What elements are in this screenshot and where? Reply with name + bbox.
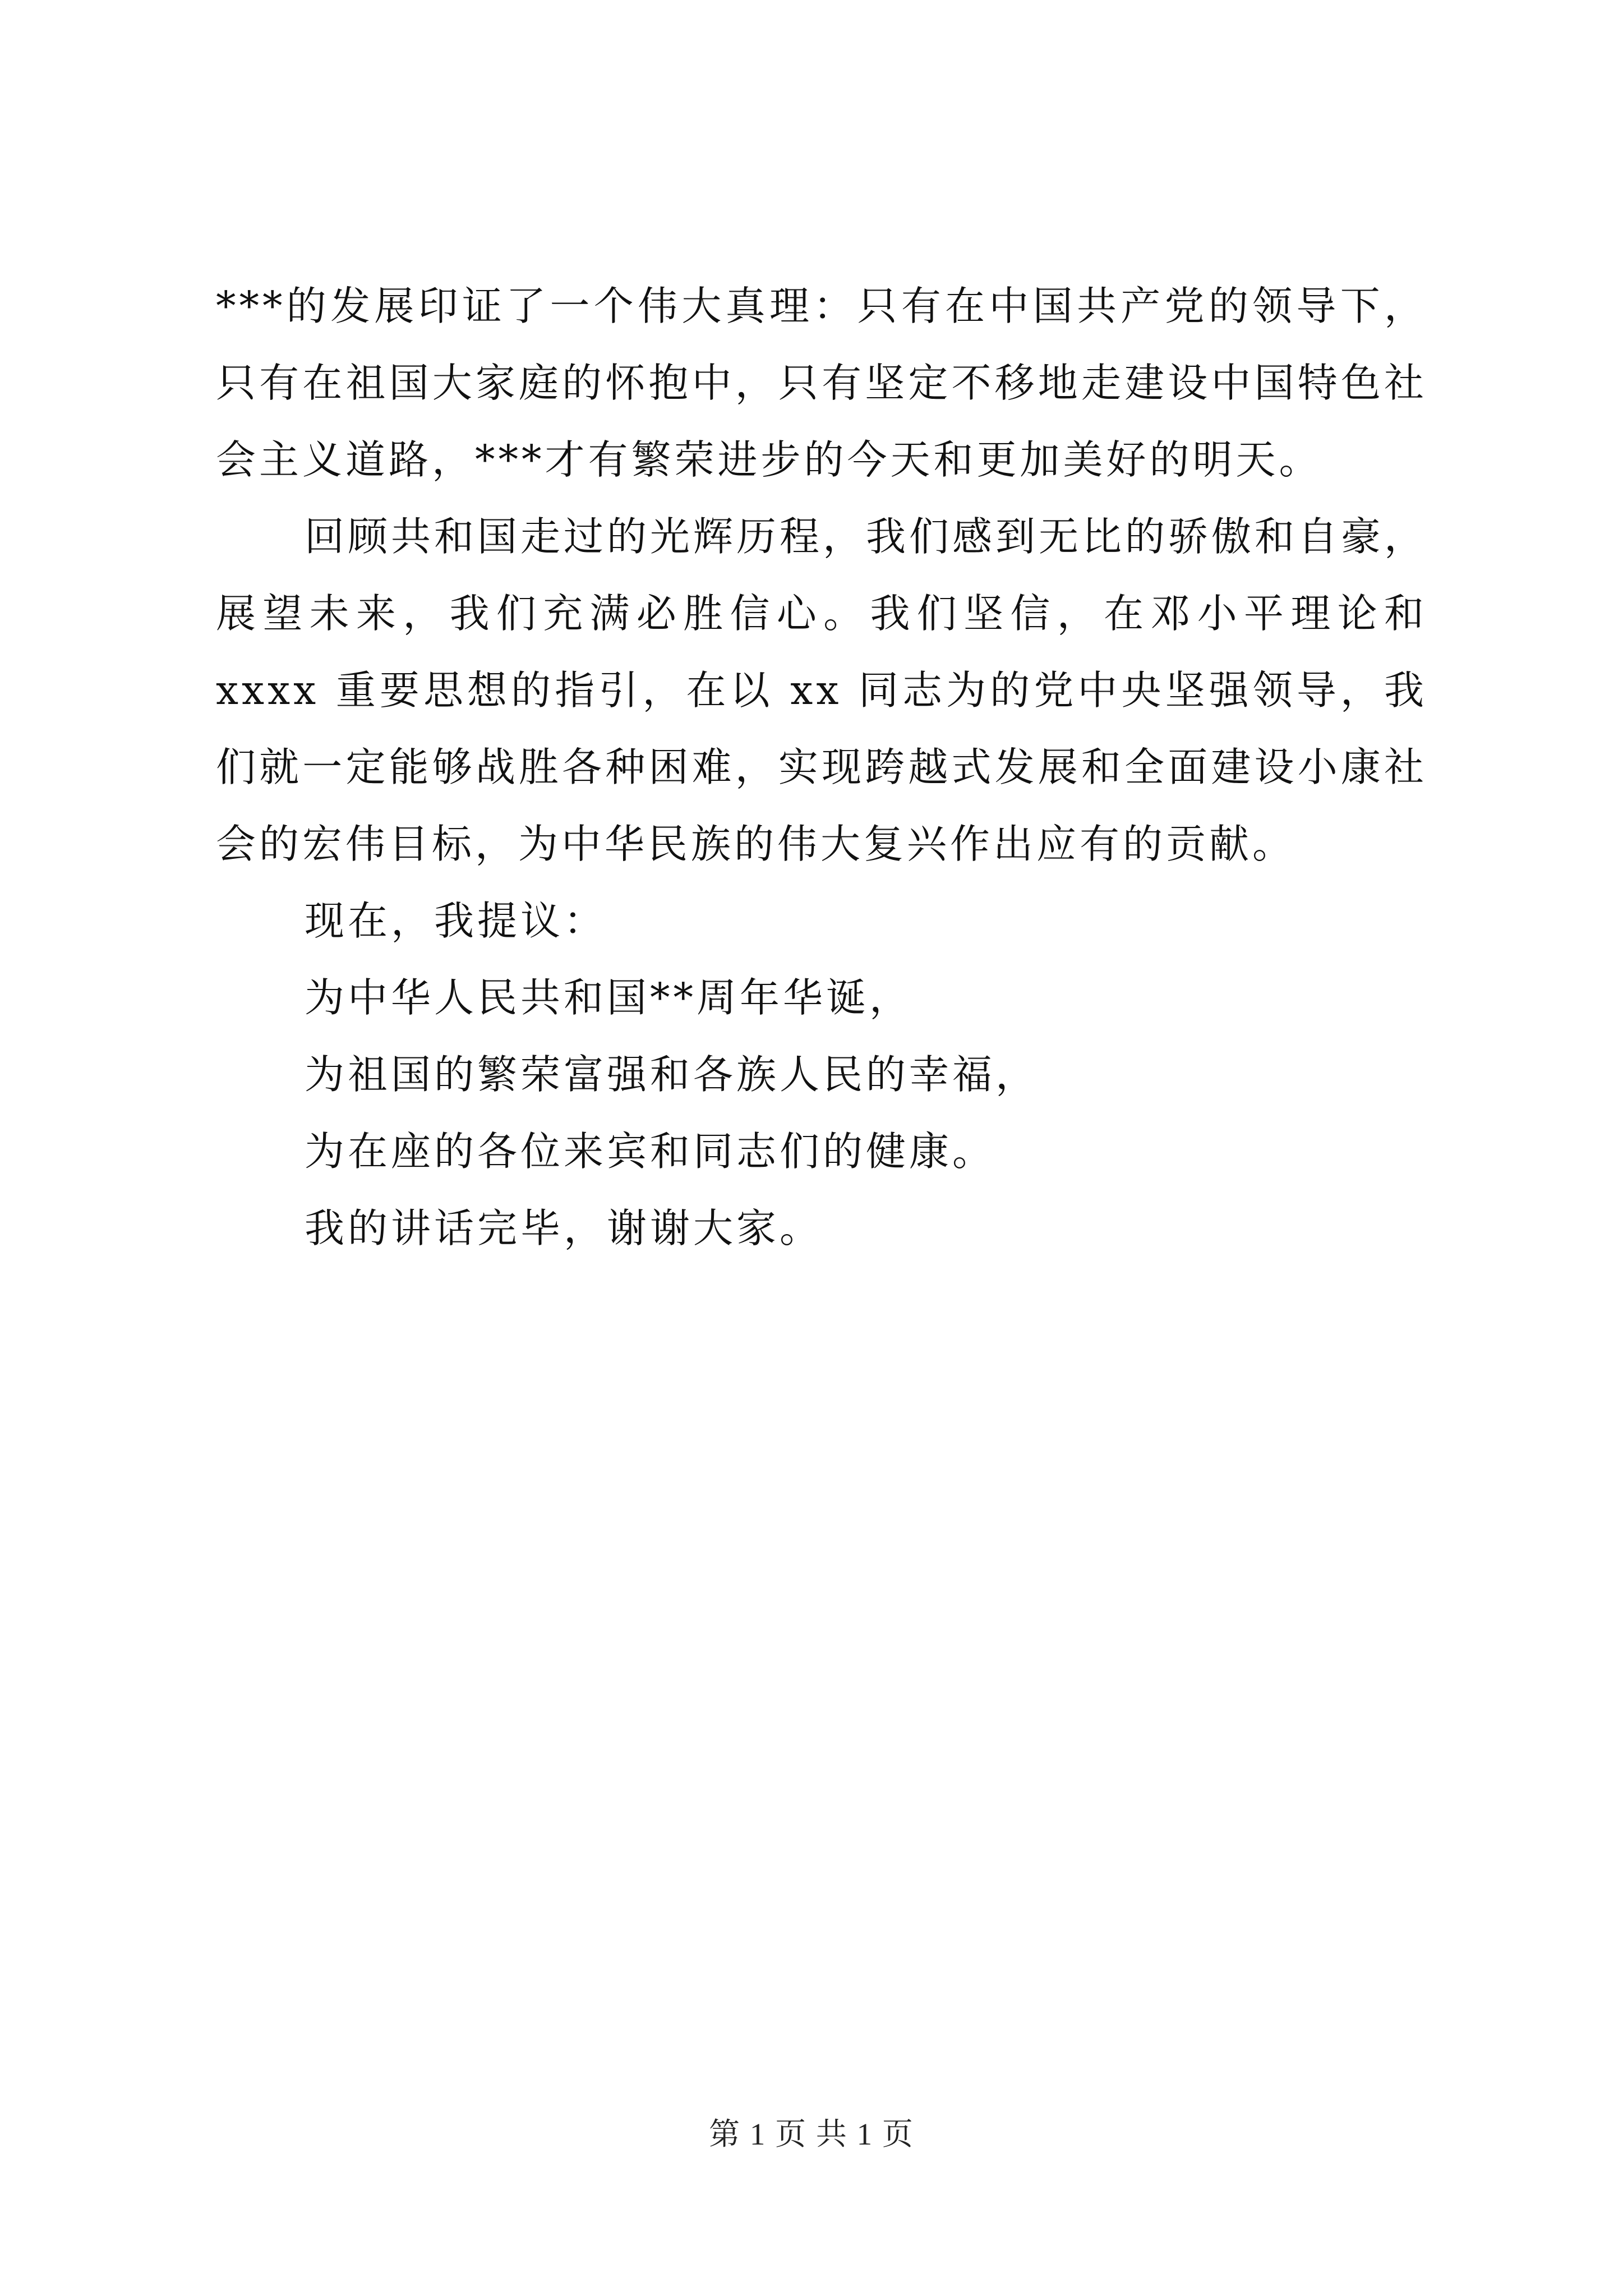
toast-line-2: 为祖国的繁荣富强和各族人民的幸福， — [305, 1051, 1039, 1098]
closing-line: 我的讲话完毕，谢谢大家。 — [305, 1205, 823, 1251]
paragraph-1: ***的发展印证了一个伟大真理：只有在中国共产党的领导下，只有在祖国大家庭的怀抱中，只有坚定不移地走建设中国特色社会主义道路，***才有繁荣进步的今天和更加美好的明天。 — [216, 283, 1427, 483]
toast-line-3: 为在座的各位来宾和同志们的健康。 — [305, 1128, 996, 1175]
document-body — [216, 268, 1444, 1267]
paragraph-2: 回顾共和国走过的光辉历程，我们感到无比的骄傲和自豪，展望未来，我们充满必胜信心。我们坚信，在邓小平理论和 xxxx 重要思想的指引，在以 xx 同志为的党中央坚强领导，我们就一定能够战胜各种困难，实现跨越式发展和全面建设小康社会的宏伟目标，为中华民族的伟大复兴作出应有的贡献。 — [216, 513, 1444, 867]
page-number-footer: 第 1 页 共 1 页 — [709, 2117, 914, 2151]
proposal-intro: 现在，我提议： — [305, 898, 607, 944]
toast-line-1: 为中华人民共和国**周年华诞， — [305, 974, 913, 1021]
